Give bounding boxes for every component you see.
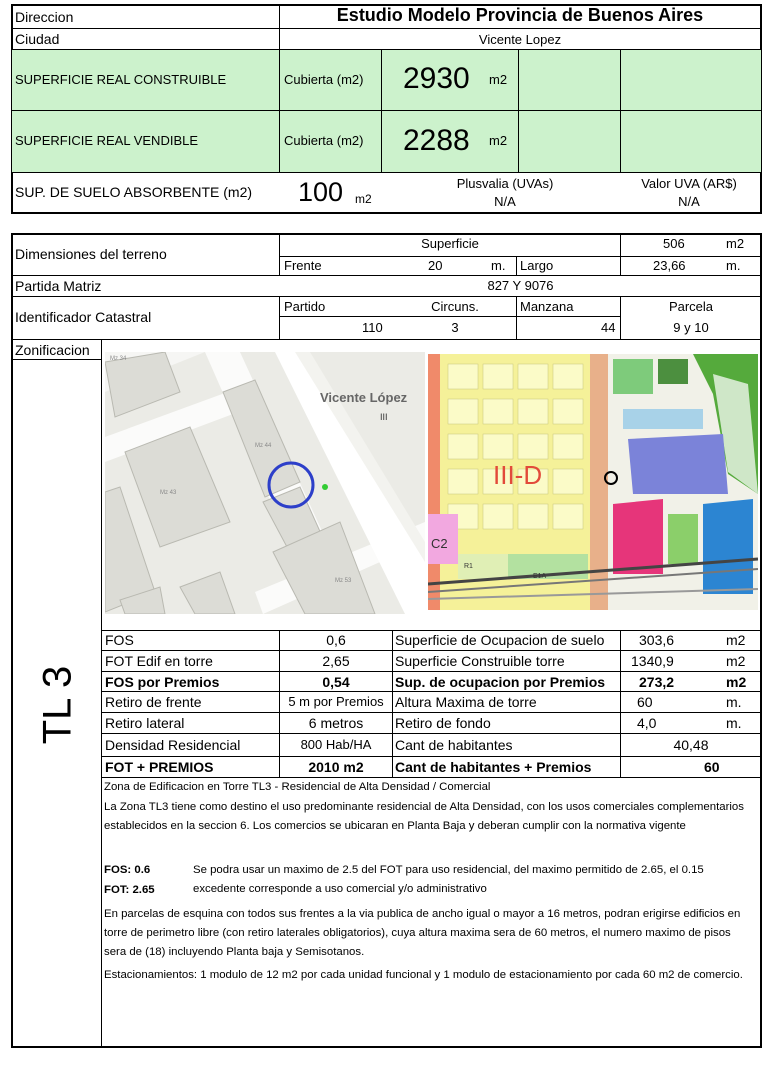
ind-label2-6: Cant de habitantes + Premios [395, 759, 592, 775]
largo-value: 23,66 [653, 258, 686, 273]
catastral-label: Identificador Catastral [15, 309, 152, 325]
manzana-label: Manzana [520, 299, 574, 314]
ind-unit2-3: m. [726, 694, 742, 710]
ind-label2-1: Superficie Construible torre [395, 653, 565, 669]
ind-value-1: 2,65 [322, 653, 350, 669]
fos-fot-text-1: Se podra usar un maximo de 2.5 del FOT para uso residencial, del maximo permitido de 2.65, el 0.15 [193, 864, 704, 876]
zona-desc: La Zona TL3 tiene como destino el uso predominante residencial de Alta Densidad, con los usos comerciales complementarios establecidos en la seccion 6. Los comercios se ubicaran en Planta Baja y deberan cumplir con la normativa vigente [104, 801, 744, 832]
fos-label: FOS: 0.6 [104, 864, 151, 876]
partido-label: Partido [284, 299, 326, 314]
parcela-label: Parcela [668, 299, 714, 314]
frente-label: Frente [284, 258, 322, 273]
construible-unit: m2 [489, 72, 508, 87]
ind-value-4: 6 metros [308, 715, 364, 731]
ind-label-6: FOT + PREMIOS [105, 759, 214, 775]
ind-label-1: FOT Edif en torre [105, 653, 213, 669]
partida-label: Partida Matriz [15, 278, 102, 294]
suelo-value: 100 [298, 177, 344, 207]
plusvalia-value: N/A [494, 194, 516, 209]
fos-fot-text-2: excedente corresponde a uso comercial y/o administrativo [193, 883, 487, 895]
ciudad-value: Vicente Lopez [478, 32, 562, 47]
frente-value: 20 [428, 258, 443, 273]
zoning-e1a-label: E1A [533, 573, 547, 580]
ind-value2-0: 303,6 [639, 632, 675, 648]
manzana-value: 44 [601, 320, 616, 335]
suelo-label: SUP. DE SUELO ABSORBENTE (m2) [15, 184, 253, 200]
map-city-label: Vicente López [320, 390, 408, 405]
ind-unit2-0: m2 [726, 632, 746, 648]
street-map [105, 352, 425, 614]
plusvalia-label: Plusvalia (UVAs) [456, 176, 554, 191]
zona-code: TL 3 [35, 665, 80, 745]
fot-label: FOT: 2.65 [104, 884, 155, 896]
largo-unit: m. [726, 258, 741, 273]
ciudad-label: Ciudad [15, 31, 60, 47]
ind-value2-2: 273,2 [639, 674, 675, 690]
uva-value: N/A [678, 194, 700, 209]
ind-label2-0: Superficie de Ocupacion de suelo [395, 632, 605, 648]
zoning-zone-label: III-D [493, 460, 543, 490]
cubierta-label-2: Cubierta (m2) [284, 133, 364, 148]
zoning-c2-label: C2 [431, 536, 448, 551]
ind-label2-5: Cant de habitantes [395, 737, 513, 753]
page-title: Estudio Modelo Provincia de Buenos Aires [336, 5, 704, 25]
suelo-unit: m2 [355, 192, 372, 206]
sup-vendible-label: SUPERFICIE REAL VENDIBLE [15, 133, 199, 148]
ind-label2-2: Sup. de ocupacion por Premios [395, 674, 606, 690]
frente-unit: m. [491, 258, 506, 273]
vendible-unit: m2 [489, 133, 508, 148]
ind-value2-4: 4,0 [637, 715, 657, 731]
ind-value-2: 0,54 [322, 674, 350, 690]
ind-label-4: Retiro lateral [105, 715, 185, 731]
ind-label2-3: Altura Maxima de torre [395, 694, 537, 710]
ind-value-3: 5 m por Premios [288, 694, 384, 709]
map-block-label-a: Mz 34 [110, 356, 127, 362]
vendible-value: 2288 [403, 124, 470, 157]
map-block-label-c: Mz 43 [160, 490, 177, 496]
esquina-text: En parcelas de esquina con todos sus frentes a la via publica de ancho igual o mayor a 16 metros, podran erigirse edificios en torre de perimetro libre (con retiro laterales obligatorios), cuya altura maxima sera de 60 metros, el numero maximo de pisos sera de (18) incluyendo Planta baja y Semisotanos. [104, 908, 741, 958]
ind-value2-1: 1340,9 [631, 653, 674, 669]
zoning-map [428, 354, 758, 610]
ind-value-0: 0,6 [326, 632, 346, 648]
ind-unit2-1: m2 [726, 653, 746, 669]
partida-value: 827 Y 9076 [487, 278, 554, 293]
superficie-unit: m2 [726, 236, 745, 251]
estacionamientos-text: Estacionamientos: 1 modulo de 12 m2 por cada unidad funcional y 1 modulo de estacionamiento por cada 60 m2 de comercio. [104, 969, 743, 981]
zoning-map-drawing [428, 354, 758, 610]
circuns-value: 3 [451, 320, 459, 335]
map-block-label-b: Mz 44 [255, 443, 272, 449]
construible-value: 2930 [403, 62, 470, 95]
partido-value: 110 [362, 320, 383, 335]
zoning-r1-label: R1 [464, 563, 473, 570]
ind-label-5: Densidad Residencial [105, 737, 241, 753]
dimensiones-label: Dimensiones del terreno [15, 246, 167, 262]
zonificacion-label: Zonificacion [15, 342, 90, 358]
ind-label-2: FOS por Premios [105, 674, 220, 690]
ind-value-5: 800 Hab/HA [300, 737, 372, 752]
map-block-label-d: Mz 53 [335, 578, 352, 584]
ind-label2-4: Retiro de fondo [395, 715, 491, 731]
ind-unit2-4: m. [726, 715, 742, 731]
ind-label-3: Retiro de frente [105, 694, 202, 710]
superficie-label: Superficie [421, 236, 479, 251]
cubierta-label-1: Cubierta (m2) [284, 72, 364, 87]
ind-label-0: FOS [105, 632, 134, 648]
largo-label: Largo [520, 258, 554, 273]
ind-value2-5: 40,48 [673, 737, 709, 753]
ind-unit2-2: m2 [726, 674, 747, 690]
direccion-label: Direccion [15, 9, 74, 25]
ind-value2-3: 60 [637, 694, 653, 710]
sup-construible-label: SUPERFICIE REAL CONSTRUIBLE [15, 72, 227, 87]
uva-label: Valor UVA (AR$) [641, 176, 737, 191]
superficie-value: 506 [663, 236, 685, 251]
map-roman-label: III [380, 412, 388, 422]
zona-title: Zona de Edificacion en Torre TL3 - Residencial de Alta Densidad / Comercial [104, 781, 491, 793]
street-map-drawing [105, 352, 425, 614]
ind-value2-6: 60 [704, 759, 720, 775]
circuns-label: Circuns. [431, 299, 479, 314]
ind-value-6: 2010 m2 [308, 759, 364, 775]
parcela-value: 9 y 10 [673, 320, 709, 335]
